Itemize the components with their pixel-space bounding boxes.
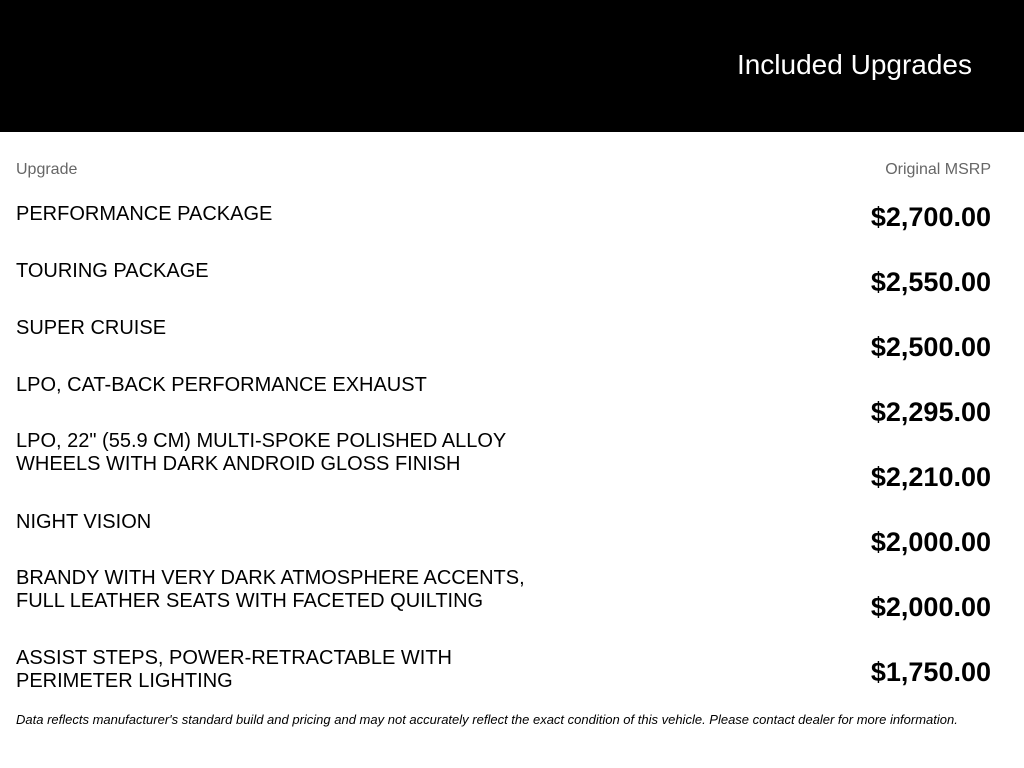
page-title: Included Upgrades (736, 49, 972, 80)
upgrade-price: $2,000.00 (870, 527, 991, 557)
upgrade-price: $2,000.00 (870, 592, 991, 622)
upgrade-price: $2,500.00 (870, 332, 991, 362)
upgrade-name: LPO, CAT-BACK PERFORMANCE EXHAUST (16, 374, 427, 396)
upgrade-name: TOURING PACKAGE (16, 260, 209, 282)
upgrade-name: ASSIST STEPS, POWER-RETRACTABLE WITH PERIMETER LIGHTING (16, 647, 452, 692)
header-bar (0, 0, 1024, 132)
upgrade-name: SUPER CRUISE (16, 317, 167, 339)
disclaimer-footnote: Data reflects manufacturer's standard build and pricing and may not accurately reflect the exact condition of this vehicle. Please contact dealer for more information. (16, 712, 958, 727)
upgrade-name: BRANDY WITH VERY DARK ATMOSPHERE ACCENTS, FULL LEATHER SEATS WITH FACETED QUILTING (16, 567, 525, 612)
upgrade-name: PERFORMANCE PACKAGE (16, 203, 273, 225)
upgrade-price: $2,700.00 (870, 202, 991, 232)
upgrade-name: NIGHT VISION (16, 511, 152, 533)
upgrade-price: $2,295.00 (870, 397, 991, 427)
upgrade-price: $2,210.00 (870, 462, 991, 492)
column-header-upgrade: Upgrade (16, 161, 78, 178)
upgrade-price: $1,750.00 (870, 657, 991, 687)
upgrade-price: $2,550.00 (870, 267, 991, 297)
column-header-msrp: Original MSRP (885, 161, 991, 178)
upgrade-name: LPO, 22" (55.9 CM) MULTI-SPOKE POLISHED ALLOY WHEELS WITH DARK ANDROID GLOSS FINISH (16, 430, 506, 475)
